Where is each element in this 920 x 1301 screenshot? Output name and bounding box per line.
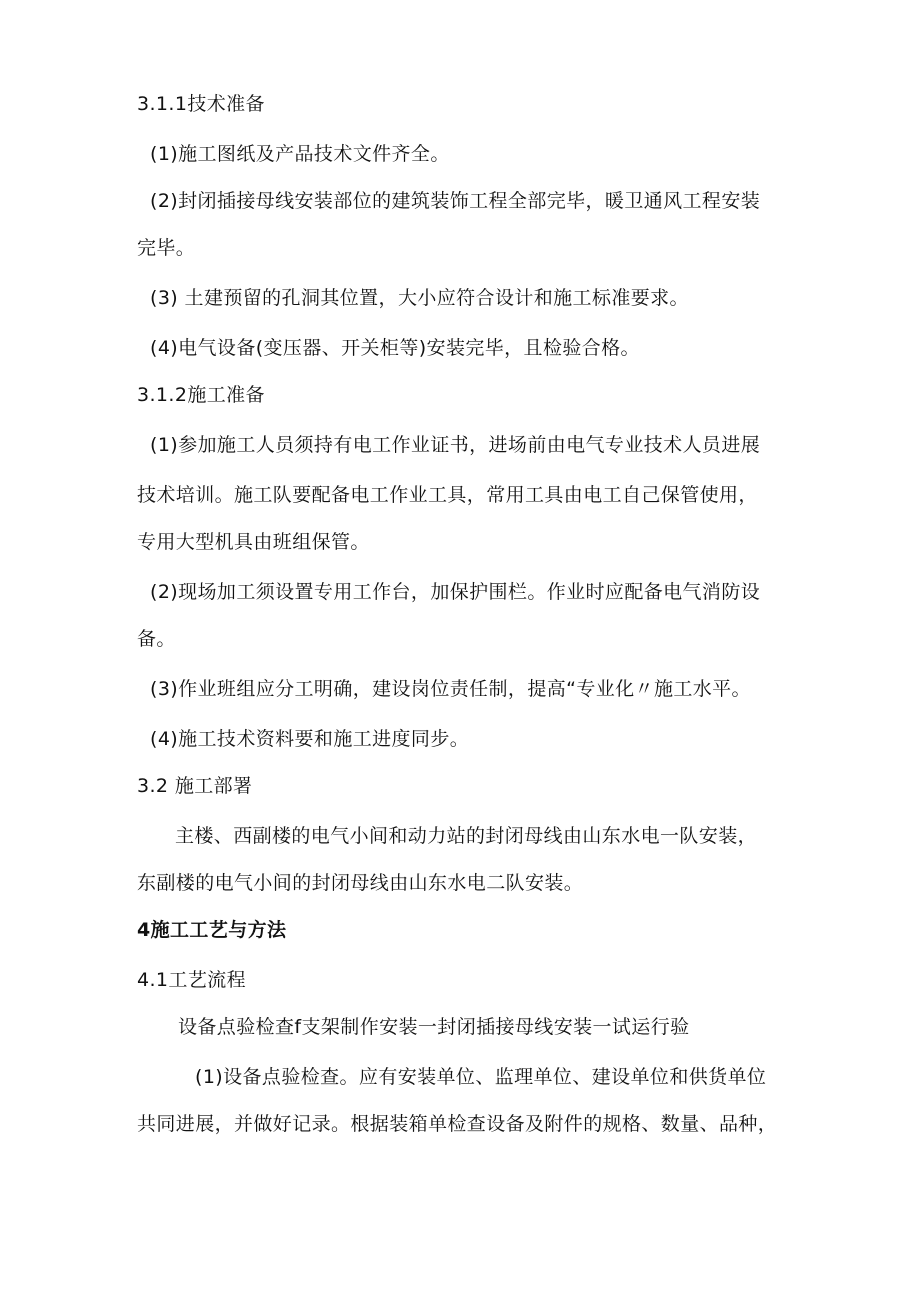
paragraph-line: (4)电气设备(变压器、开关柜等)安装完毕，且检验合格。 <box>150 337 640 359</box>
section-heading-4-1: 4.1工艺流程 <box>137 969 247 991</box>
paragraph-line: (3) 土建预留的孔洞其位置，大小应符合设计和施工标准要求。 <box>150 287 689 309</box>
section-heading-3-1-1: 3.1.1技术准备 <box>137 93 265 115</box>
paragraph-line: (2)现场加工须设置专用工作台，加保护围栏。作业时应配备电气消防设 <box>150 581 761 603</box>
paragraph-line: (1)参加施工人员须持有电工作业证书，进场前由电气专业技术人员进展 <box>150 434 761 456</box>
paragraph-line: 完毕。 <box>137 237 196 259</box>
paragraph-line: 共同进展，并做好记录。根据装箱单检查设备及附件的规格、数量、品种， <box>137 1113 778 1135</box>
paragraph-line: (2)封闭插接母线安装部位的建筑装饰工程全部完毕，暖卫通风工程安装 <box>150 190 761 212</box>
section-heading-3-1-2: 3.1.2施工准备 <box>137 384 265 406</box>
paragraph-line: 东副楼的电气小间的封闭母线由山东水电二队安装。 <box>137 872 584 894</box>
paragraph-line: (1)施工图纸及产品技术文件齐全。 <box>150 143 450 165</box>
paragraph-line: 备。 <box>137 628 176 650</box>
paragraph-line: 技术培训。施工队要配备电工作业工具，常用工具由电工自己保管使用， <box>137 484 758 506</box>
paragraph-line: (3)作业班组应分工明确，建设岗位责任制，提高“专业化〃施工水平。 <box>150 678 751 700</box>
chapter-heading-4: 4施工工艺与方法 <box>137 919 287 941</box>
process-flow-line: 设备点验检查f支架制作安装一封闭插接母线安装一试运行验 <box>178 1016 690 1038</box>
section-heading-3-2: 3.2 施工部署 <box>137 775 253 797</box>
paragraph-line: (1)设备点验检查。应有安装单位、监理单位、建设单位和供货单位 <box>195 1066 767 1088</box>
paragraph-line: 主楼、西副楼的电气小间和动力站的封闭母线由山东水电一队安装， <box>175 825 758 847</box>
paragraph-line: 专用大型机具由班组保管。 <box>137 531 370 553</box>
paragraph-line: (4)施工技术资料要和施工进度同步。 <box>150 728 470 750</box>
